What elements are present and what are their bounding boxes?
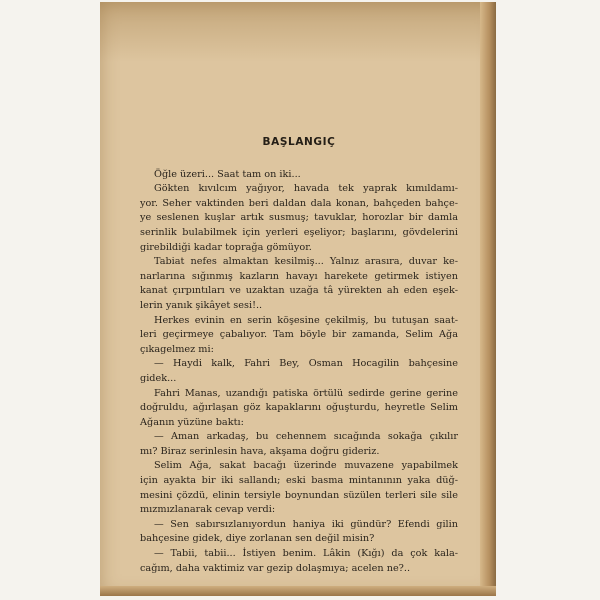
text-line: mızmızlanarak cevap verdi:	[140, 504, 276, 516]
text-line: — Aman arkadaş, bu cehennem sıcağında sokağa çıkılır	[154, 431, 458, 443]
text-line: cağım, daha vaktimiz var gezip dolaşmıya; acelen ne?..	[140, 562, 411, 574]
text-line: kanat çırpıntıları ve uzaktan uzağa tâ yürekten ah eden eşek-	[140, 285, 458, 297]
text-line: ye seslenen kuşlar artık susmuş; tavuklar, horozlar bir damla	[140, 212, 458, 224]
text-line: Öğle üzeri... Saat tam on iki...	[154, 168, 301, 180]
text-line: gidek...	[140, 372, 177, 384]
text-line: narlarına sığınmış kazların havayı harekete getirmek istiyen	[140, 270, 458, 282]
text-line: bahçesine gidek, diye zorlanan sen değil misin?	[140, 533, 375, 545]
text-line: girebildiği kadar toprağa gömüyor.	[140, 241, 312, 253]
text-line: Ağanın yüzüne baktı:	[140, 416, 244, 428]
text-line: serinlik bulabilmek için yerleri eşeliyor; başlarını, gövdelerini	[140, 226, 458, 238]
text-line: mesini çözdü, elinin tersiyle boynundan süzülen terleri sile sile	[140, 489, 458, 501]
text-block	[140, 135, 458, 576]
book-page	[100, 2, 496, 596]
text-line: Herkes evinin en serin köşesine çekilmiş, bu tutuşan saat-	[154, 314, 458, 326]
text-line: Gökten kıvılcım yağıyor, havada tek yaprak kımıldamı-	[154, 183, 458, 195]
text-line: — Tabii, tabii... İstiyen benim. Lâkin (Kığı) da çok kala-	[154, 548, 458, 560]
page-edge	[480, 2, 496, 596]
text-line: Fahri Manas, uzandığı patiska örtülü sedirde gerine gerine	[154, 387, 458, 399]
page-stain	[100, 2, 496, 62]
text-line: yor. Seher vaktinden beri daldan dala konan, bahçeden bahçe-	[140, 197, 458, 209]
text-line: — Haydi kalk, Fahri Bey, Osman Hocagilin bahçesine	[154, 358, 458, 370]
text-line: mı? Biraz serinlesin hava, akşama doğru gideriz.	[140, 445, 380, 457]
chapter-title: BAŞLANGIÇ	[262, 136, 336, 148]
text-line: doğruldu, ağırlaşan göz kapaklarını oğuşturdu, heyretle Selim	[140, 402, 458, 414]
text-line: Tabiat nefes almaktan kesilmiş... Yalnız arasıra, duvar ke-	[154, 256, 458, 268]
text-line: Selim Ağa, sakat bacağı üzerinde muvazene yapabilmek	[154, 460, 458, 472]
text-line: için ayakta bir iki sallandı; eski basma mintanının yaka düğ-	[140, 475, 458, 487]
page-bottom-edge	[100, 586, 496, 596]
body-text	[140, 168, 458, 577]
text-line: — Sen sabırsızlanıyordun haniya iki gündür? Efendi gilin	[154, 518, 458, 530]
text-line: leri geçirmeye çabalıyor. Tam böyle bir zamanda, Selim Ağa	[140, 329, 458, 341]
text-line: lerin yanık şikâyet sesi!..	[140, 299, 263, 311]
text-line: çıkagelmez mi:	[140, 343, 214, 355]
